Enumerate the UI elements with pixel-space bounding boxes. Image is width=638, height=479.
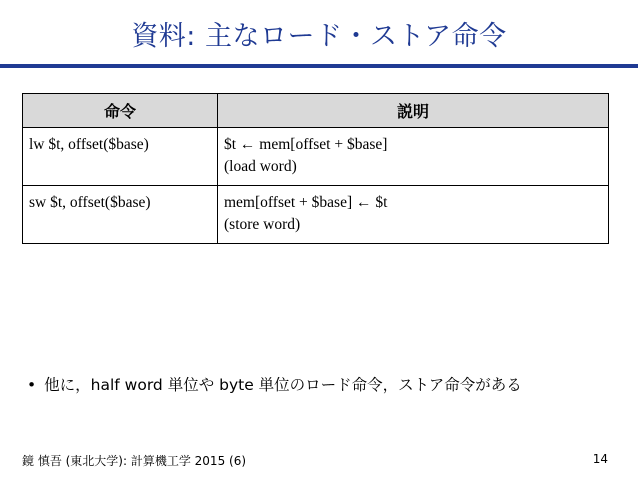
table-row <box>23 128 609 186</box>
command-cell: lw $t, offset($base) <box>23 128 218 186</box>
description-note: (store word) <box>224 216 301 233</box>
description-cell <box>218 186 609 244</box>
page-title: 資料: 主なロード・ストア命令 <box>131 21 507 52</box>
bullet-item <box>27 373 522 395</box>
bullet-text: 他に，half word 単位や byte 単位のロード命令，ストア命令がある <box>44 376 522 394</box>
header-description: 説明 <box>218 94 609 128</box>
footer-credit: 鏡 慎吾 (東北大学): 計算機工学 2015 (6) <box>22 454 247 468</box>
table-header-row <box>23 94 609 128</box>
description-cell <box>218 128 609 186</box>
description-note: (load word) <box>224 158 297 175</box>
command-cell: sw $t, offset($base) <box>23 186 218 244</box>
table-row <box>23 186 609 244</box>
description-line: mem[offset + $base] ← $t <box>224 194 388 211</box>
page-number: 14 <box>592 452 608 466</box>
header-command: 命令 <box>23 94 218 128</box>
bullet-marker: • <box>27 376 37 394</box>
load-store-table <box>22 93 609 244</box>
title-divider <box>0 64 638 68</box>
description-line: $t ← mem[offset + $base] <box>224 136 388 153</box>
